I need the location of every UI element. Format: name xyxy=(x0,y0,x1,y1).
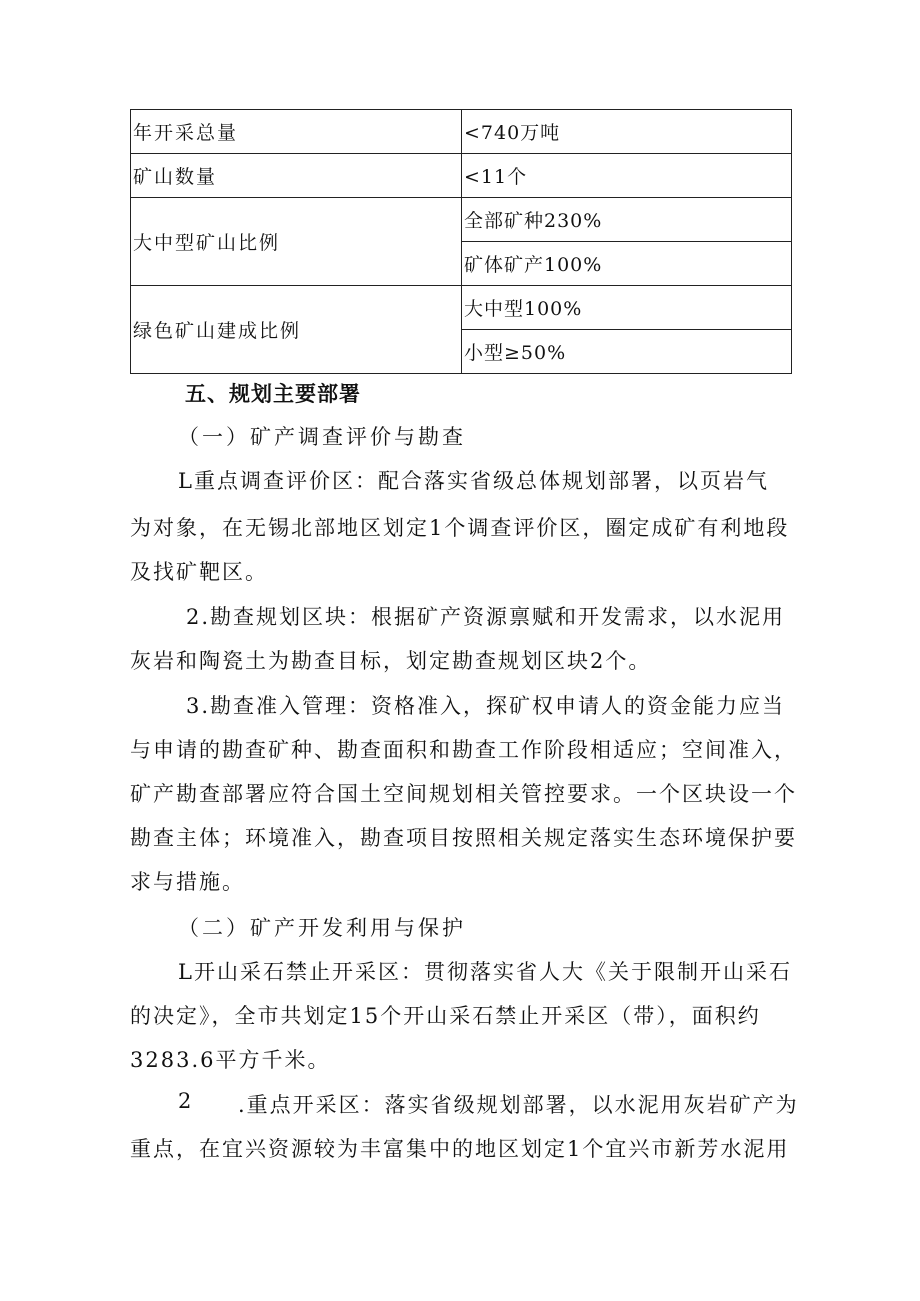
row-value: 小型≥50% xyxy=(462,330,792,374)
row-label: 绿色矿山建成比例 xyxy=(131,286,462,374)
paragraph-line: 矿产勘查部署应符合国土空间规划相关管控要求。一个区块设一个 xyxy=(130,782,797,806)
table-row xyxy=(131,154,792,198)
subsection-heading: （一）矿产调查评价与勘查 xyxy=(178,425,466,449)
row-label: 大中型矿山比例 xyxy=(131,198,462,286)
paragraph-line: 的决定》，全市共划定15个开山采石禁止开采区（带），面积约 xyxy=(130,1004,761,1028)
paragraph-line: L重点调查评价区：配合落实省级总体规划部署，以页岩气 xyxy=(178,469,769,493)
paragraph-line: 重点，在宜兴资源较为丰富集中的地区划定1个宜兴市新芳水泥用 xyxy=(130,1137,790,1161)
paragraph-line: 3283.6平方千米。 xyxy=(130,1048,331,1072)
paragraph-line: 与申请的勘查矿种、勘查面积和勘查工作阶段相适应；空间准入， xyxy=(130,738,797,762)
row-value: 矿体矿产100% xyxy=(462,242,792,286)
list-number: 2 xyxy=(178,1089,194,1113)
row-value: <11个 xyxy=(462,154,792,198)
row-value: <740万吨 xyxy=(462,110,792,154)
row-label: 年开采总量 xyxy=(131,110,462,154)
row-value: 全部矿种230% xyxy=(462,198,792,242)
table-row xyxy=(131,286,792,330)
paragraph-line: 2.勘查规划区块：根据矿产资源禀赋和开发需求，以水泥用 xyxy=(186,605,786,629)
paragraph-line: 3.勘查准入管理：资格准入，探矿权申请人的资金能力应当 xyxy=(186,694,786,718)
subsection-heading: （二）矿产开发利用与保护 xyxy=(178,916,466,940)
paragraph-line: 及找矿靶区。 xyxy=(130,560,268,584)
paragraph-line: .重点开采区：落实省级规划部署，以水泥用灰岩矿产为 xyxy=(238,1093,799,1117)
paragraph-line: 勘查主体；环境准入，勘查项目按照相关规定落实生态环境保护要 xyxy=(130,826,797,850)
section-heading: 五、规划主要部署 xyxy=(185,382,361,406)
row-value: 大中型100% xyxy=(462,286,792,330)
paragraph-line: 为对象，在无锡北部地区划定1个调查评价区，圈定成矿有利地段 xyxy=(130,516,790,540)
row-label: 矿山数量 xyxy=(131,154,462,198)
table-row xyxy=(131,198,792,242)
indicator-table xyxy=(130,109,792,374)
paragraph-line: L开山采石禁止开采区：贯彻落实省人大《关于限制开山采石 xyxy=(178,960,792,984)
paragraph-line: 灰岩和陶瓷土为勘查目标，划定勘查规划区块2个。 xyxy=(130,649,652,673)
paragraph-line: 求与措施。 xyxy=(130,870,245,894)
table-row xyxy=(131,110,792,154)
